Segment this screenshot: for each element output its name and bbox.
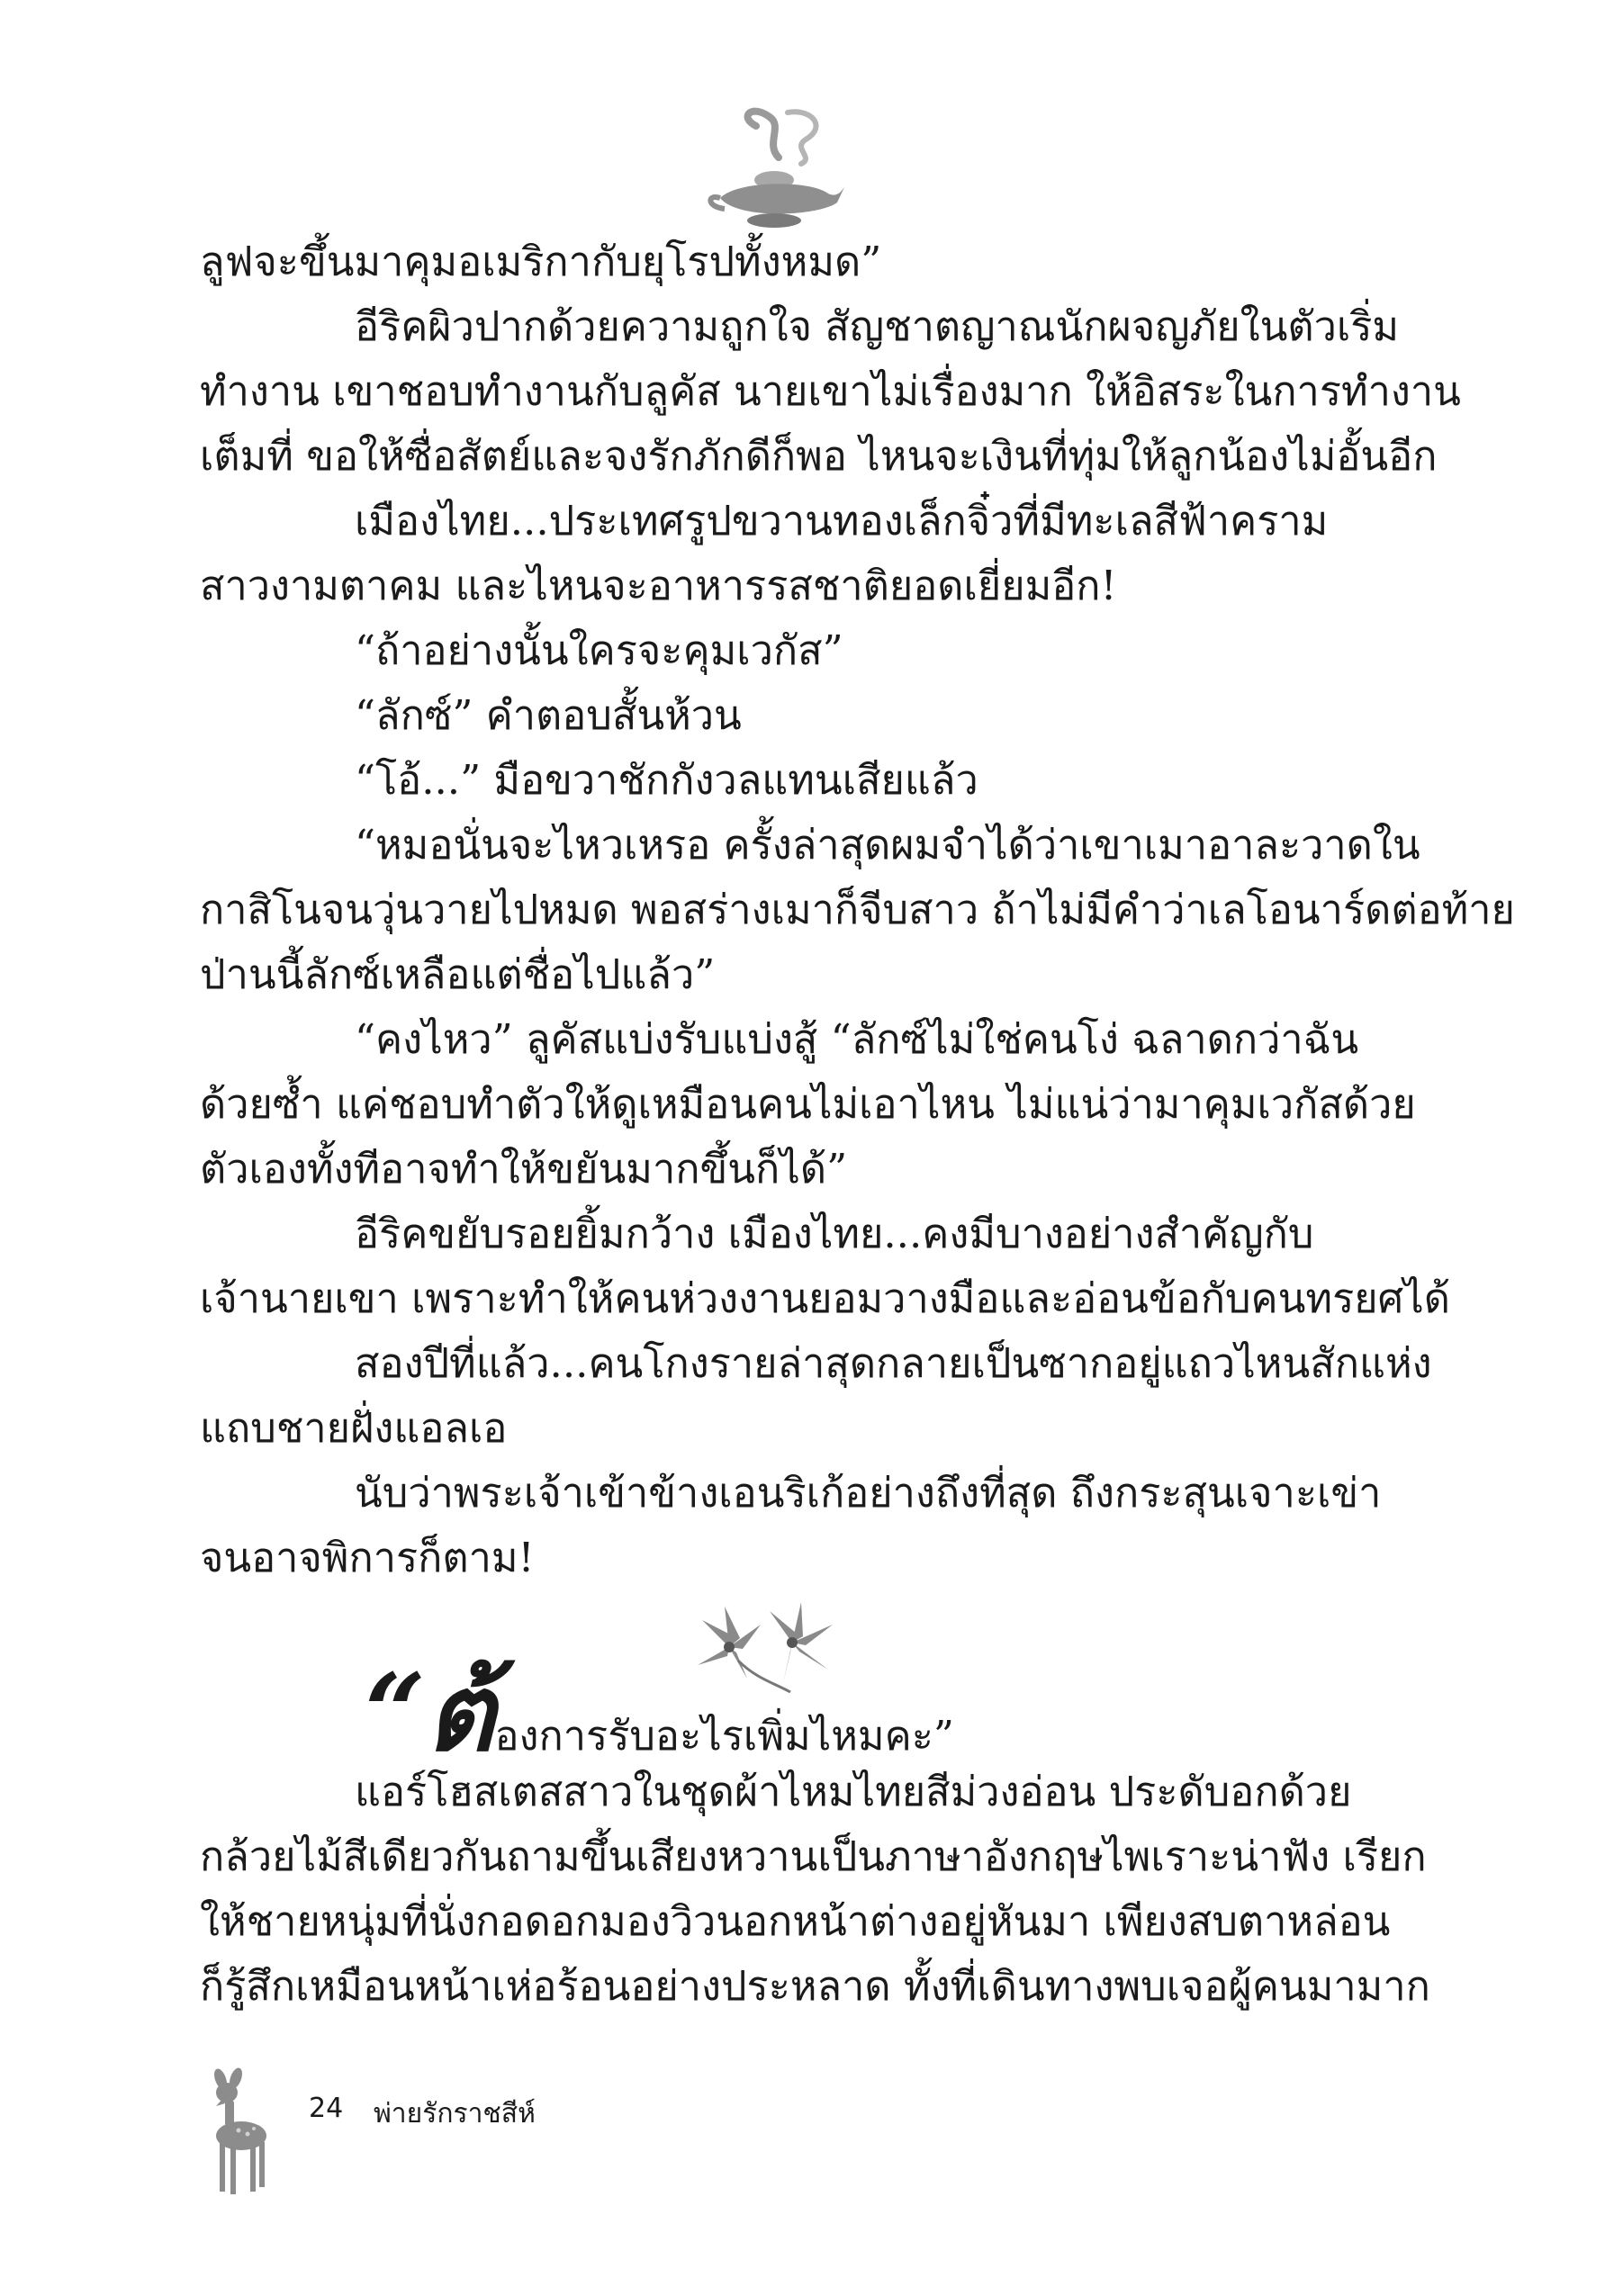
text-line: ด้วยซ้ำ แค่ชอบทำตัวให้ดูเหมือนคนไม่เอาไหน ไม่แน่ว่ามาคุมเวกัสด้วย (200, 1080, 1416, 1128)
text-line: อีริคขยับรอยยิ้มกว้าง เมืองไทย...คงมีบางอย่างสำคัญกับ (355, 1210, 1314, 1257)
text-line: เต็มที่ ขอให้ซื่อสัตย์และจงรักภักดีก็พอ ไหนจะเงินที่ทุ่มให้ลูกน้องไม่อั้นอีก (200, 432, 1438, 480)
text-line: “ถ้าอย่างนั้นใครจะคุมเวกัส” (355, 626, 843, 674)
drop-cap-rest: องการรับอะไรเพิ่มไหมคะ” (494, 1712, 954, 1760)
text-line: อีริคผิวปากด้วยความถูกใจ สัญชาตญาณนักผจญภัยในตัวเริ่ม (355, 302, 1400, 350)
text-line: ให้ชายหนุ่มที่นั่งกอดอกมองวิวนอกหน้าต่างอยู่หันมา เพียงสบตาหล่อน (200, 1897, 1391, 1945)
drop-cap: “ต้ (365, 1650, 495, 1775)
page-footer (189, 2066, 819, 2201)
body-text (200, 230, 1515, 1590)
text-line: กาสิโนจนวุ่นวายไปหมด พอสร่างเมาก็จีบสาว ถ้าไม่มีคำว่าเลโอนาร์ดต่อท้าย (200, 886, 1515, 933)
body-text-section-2 (200, 1760, 1430, 2019)
book-title: พ่ายรักราชสีห์ (374, 2098, 536, 2129)
text-line: ป่านนี้ลักซ์เหลือแต่ชื่อไปแล้ว” (200, 950, 716, 998)
text-line: แถบชายฝั่งแอลเอ (200, 1404, 508, 1452)
text-line: แอร์โฮสเตสสาวในชุดผ้าไหมไทยสีม่วงอ่อน ประดับอกด้วย (355, 1768, 1352, 1815)
text-line: ก็รู้สึกเหมือนหน้าเห่อร้อนอย่างประหลาด ทั้งที่เดินทางพบเจอผู้คนมามาก (200, 1962, 1430, 2010)
text-line: สาวงามตาคม และไหนจะอาหารรสชาติยอดเยี่ยมอีก! (200, 562, 1117, 609)
text-line: “โอ้...” มือขวาชักกังวลแทนเสียแล้ว (355, 756, 978, 804)
text-line: “คงไหว” ลูคัสแบ่งรับแบ่งสู้ “ลักซ์ไม่ใช่คนโง่ ฉลาดกว่าฉัน (355, 1015, 1359, 1063)
text-line: “หมอนั่นจะไหวเหรอ ครั้งล่าสุดผมจำได้ว่าเขาเมาอาละวาดใน (355, 821, 1420, 869)
fawn-deer-icon (189, 2066, 284, 2201)
text-line: ทำงาน เขาชอบทำงานกับลูคัส นายเขาไม่เรื่องมาก ให้อิสระในการทำงาน (200, 367, 1461, 415)
text-line: นับว่าพระเจ้าเข้าข้างเอนริเก้อย่างถึงที่สุด ถึงกระสุนเจาะเข่า (355, 1469, 1382, 1517)
genie-lamp-icon (702, 108, 846, 234)
text-line: สองปีที่แล้ว...คนโกงรายล่าสุดกลายเป็นซากอยู่แถวไหนสักแห่ง (355, 1339, 1432, 1387)
text-line: เจ้านายเขา เพราะทำให้คนห่วงงานยอมวางมือและอ่อนข้อกับคนทรยศได้ (200, 1274, 1451, 1322)
page-number: 24 (309, 2093, 344, 2124)
text-line: ตัวเองทั้งทีอาจทำให้ขยันมากขึ้นก็ได้” (200, 1145, 848, 1193)
text-line: กล้วยไม้สีเดียวกันถามขึ้นเสียงหวานเป็นภาษาอังกฤษไพเราะน่าฟัง เรียก (200, 1832, 1427, 1880)
text-line: ลูฟจะขึ้นมาคุมอเมริกากับยุโรปทั้งหมด” (200, 238, 882, 285)
chapter-opening (365, 1650, 954, 1775)
text-line: จนอาจพิการก็ตาม! (200, 1534, 535, 1581)
text-line: “ลักซ์” คำตอบสั้นห้วน (355, 691, 742, 739)
text-line: เมืองไทย...ประเทศรูปขวานทองเล็กจิ๋วที่มีทะเลสีฟ้าคราม (355, 497, 1329, 545)
